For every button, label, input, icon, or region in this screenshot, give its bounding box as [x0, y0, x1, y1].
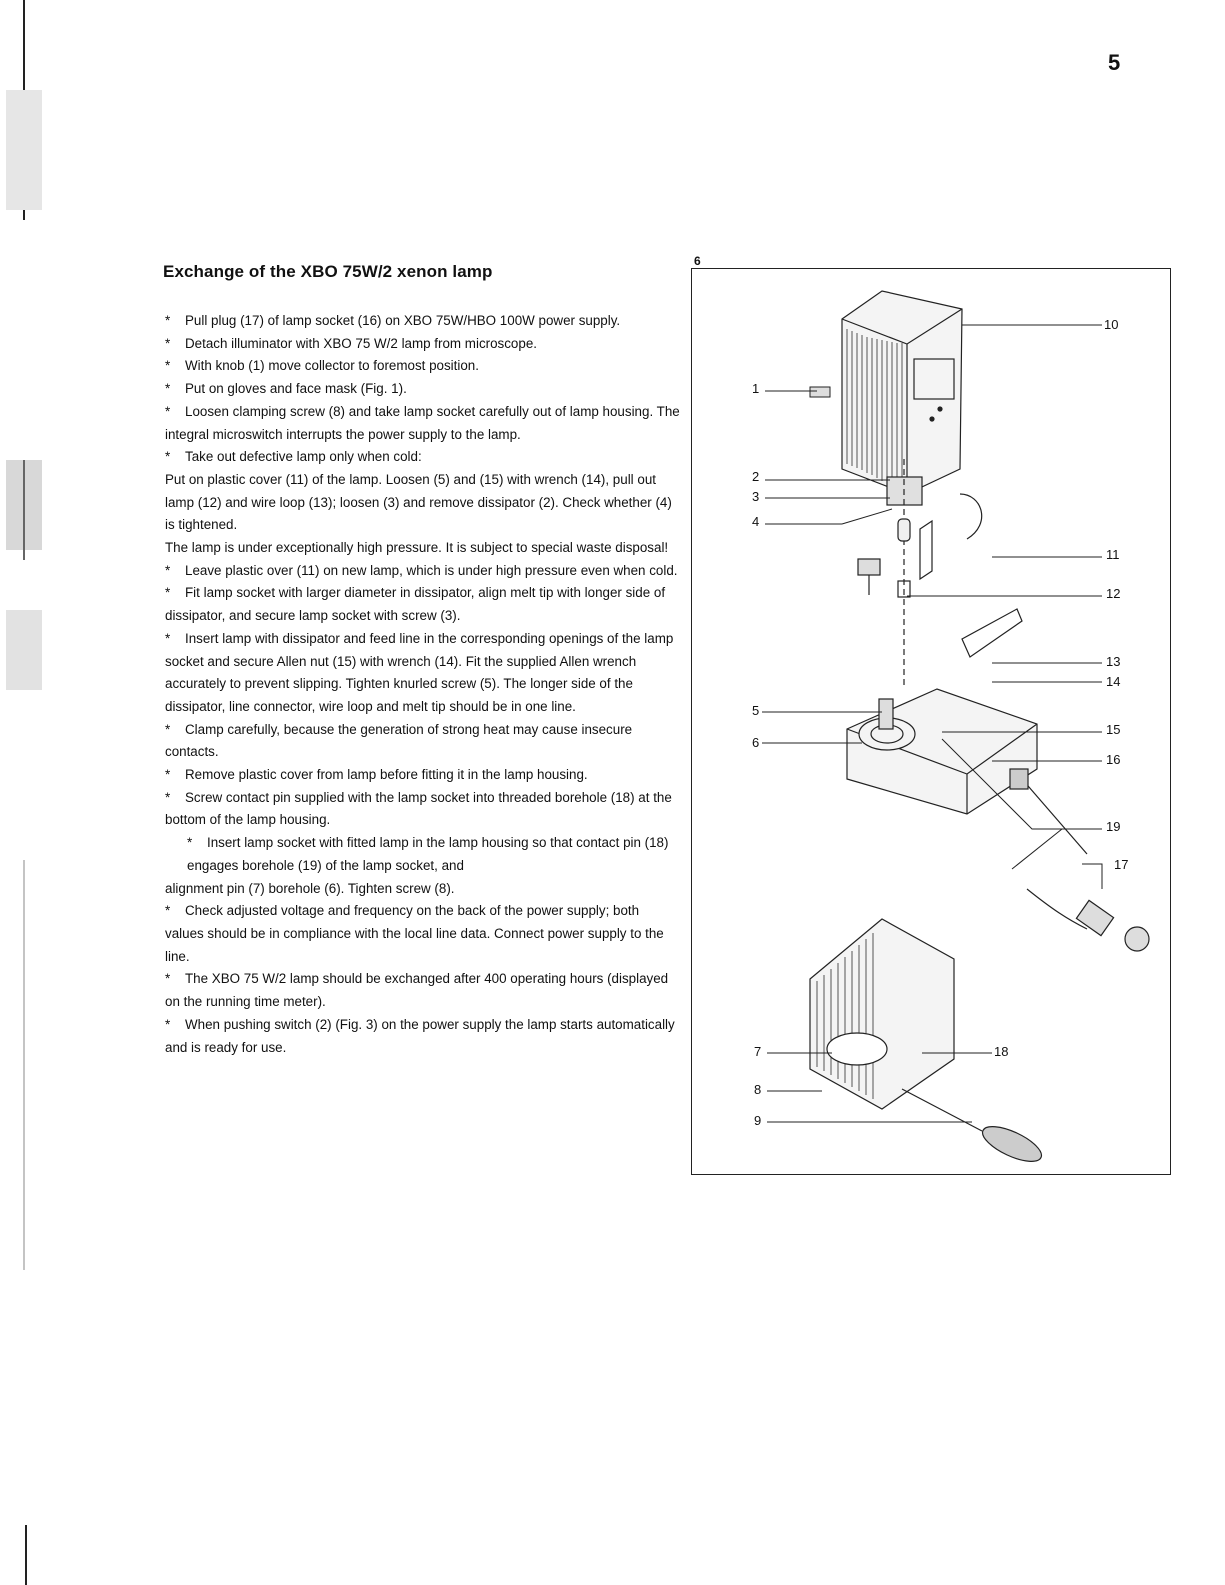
- scan-edge-artifacts: [0, 0, 46, 1585]
- screwdriver: [902, 1089, 1046, 1168]
- callout-9: 9: [754, 1113, 762, 1128]
- page-title: Exchange of the XBO 75W/2 xenon lamp: [163, 262, 493, 281]
- instruction-step: * Remove plastic cover from lamp before fitting it in the lamp housing.: [165, 764, 680, 787]
- figure-number: 6: [694, 254, 701, 268]
- callout-15: 15: [1106, 722, 1121, 737]
- lamp-housing-top: [842, 291, 962, 494]
- callout-19: 19: [1106, 819, 1121, 834]
- callout-8: 8: [754, 1082, 762, 1097]
- callout-13: 13: [1106, 654, 1121, 669]
- callout-16: 16: [1106, 752, 1121, 767]
- callout-5: 5: [752, 703, 760, 718]
- instruction-step: * Leave plastic over (11) on new lamp, which is under high pressure even when cold.: [165, 560, 680, 583]
- callout-12: 12: [1106, 586, 1121, 601]
- exploded-view-drawing: [692, 269, 1172, 1176]
- callout-3: 3: [752, 489, 760, 504]
- instructions-body: [165, 310, 680, 1059]
- instruction-step: * Insert lamp with dissipator and feed line in the corresponding openings of the lamp socket and secure Allen nut (15) with wrench (14). Fit the supplied Allen wrench accurately to prevent slipping. Tighten knurled screw (5). The longer side of the dissipator, line connector, wire loop and melt tip should be in one line.: [165, 628, 680, 719]
- instruction-step: * The XBO 75 W/2 lamp should be exchanged after 400 operating hours (displayed on the running time meter).: [165, 968, 680, 1013]
- instruction-note: Put on plastic cover (11) of the lamp. Loosen (5) and (15) with wrench (14), pull out lamp (12) and wire loop (13); loosen (3) and remove dissipator (2). Check whether (4) is tightened.: [165, 471, 672, 533]
- page-number: 5: [1108, 50, 1121, 75]
- instruction-step: * Pull plug (17) of lamp socket (16) on XBO 75W/HBO 100W power supply.: [165, 310, 680, 333]
- callout-7: 7: [754, 1044, 762, 1059]
- instruction-step: * Clamp carefully, because the generation of strong heat may cause insecure contacts.: [165, 719, 680, 764]
- instruction-step: * Screw contact pin supplied with the lamp socket into threaded borehole (18) at the bottom of the lamp housing.: [165, 787, 680, 832]
- lamp-assembly: [858, 459, 1022, 689]
- callout-17: 17: [1114, 857, 1129, 872]
- instruction-step: * Check adjusted voltage and frequency on the back of the power supply; both values should be in compliance with the local line data. Connect power supply to the line.: [165, 900, 680, 968]
- instruction-step: * Fit lamp socket with larger diameter in dissipator, align melt tip with longer side of dissipator, and secure lamp socket with screw (3).: [165, 582, 680, 627]
- knob: [810, 387, 830, 397]
- callout-14: 14: [1106, 674, 1121, 689]
- callout-10: 10: [1104, 317, 1119, 332]
- instruction-step: * With knob (1) move collector to foremost position.: [165, 355, 680, 378]
- callout-1: 1: [752, 381, 760, 396]
- instruction-step: * When pushing switch (2) (Fig. 3) on the power supply the lamp starts automatically and is ready for use.: [165, 1014, 680, 1059]
- figure-exploded-lamp-diagram: [691, 268, 1171, 1175]
- instruction-step: * Insert lamp socket with fitted lamp in the lamp housing so that contact pin (18) engages borehole (19) of the lamp socket, and: [165, 832, 680, 877]
- callout-18: 18: [994, 1044, 1009, 1059]
- instruction-step: * Loosen clamping screw (8) and take lamp socket carefully out of lamp housing. The integral microswitch interrupts the power supply to the lamp.: [165, 401, 680, 446]
- callout-2: 2: [752, 469, 760, 484]
- instruction-step: * Take out defective lamp only when cold:: [165, 446, 680, 469]
- instruction-step: * Put on gloves and face mask (Fig. 1).: [165, 378, 680, 401]
- callout-4: 4: [752, 514, 760, 529]
- instruction-note: alignment pin (7) borehole (6). Tighten screw (8).: [165, 880, 455, 896]
- lamp-housing-bottom: [810, 919, 954, 1109]
- callout-11: 11: [1106, 547, 1120, 562]
- callout-6: 6: [752, 735, 760, 750]
- plug: [1027, 889, 1149, 951]
- instruction-step: * Detach illuminator with XBO 75 W/2 lamp from microscope.: [165, 333, 680, 356]
- instruction-note: The lamp is under exceptionally high pressure. It is subject to special waste disposal!: [165, 540, 669, 556]
